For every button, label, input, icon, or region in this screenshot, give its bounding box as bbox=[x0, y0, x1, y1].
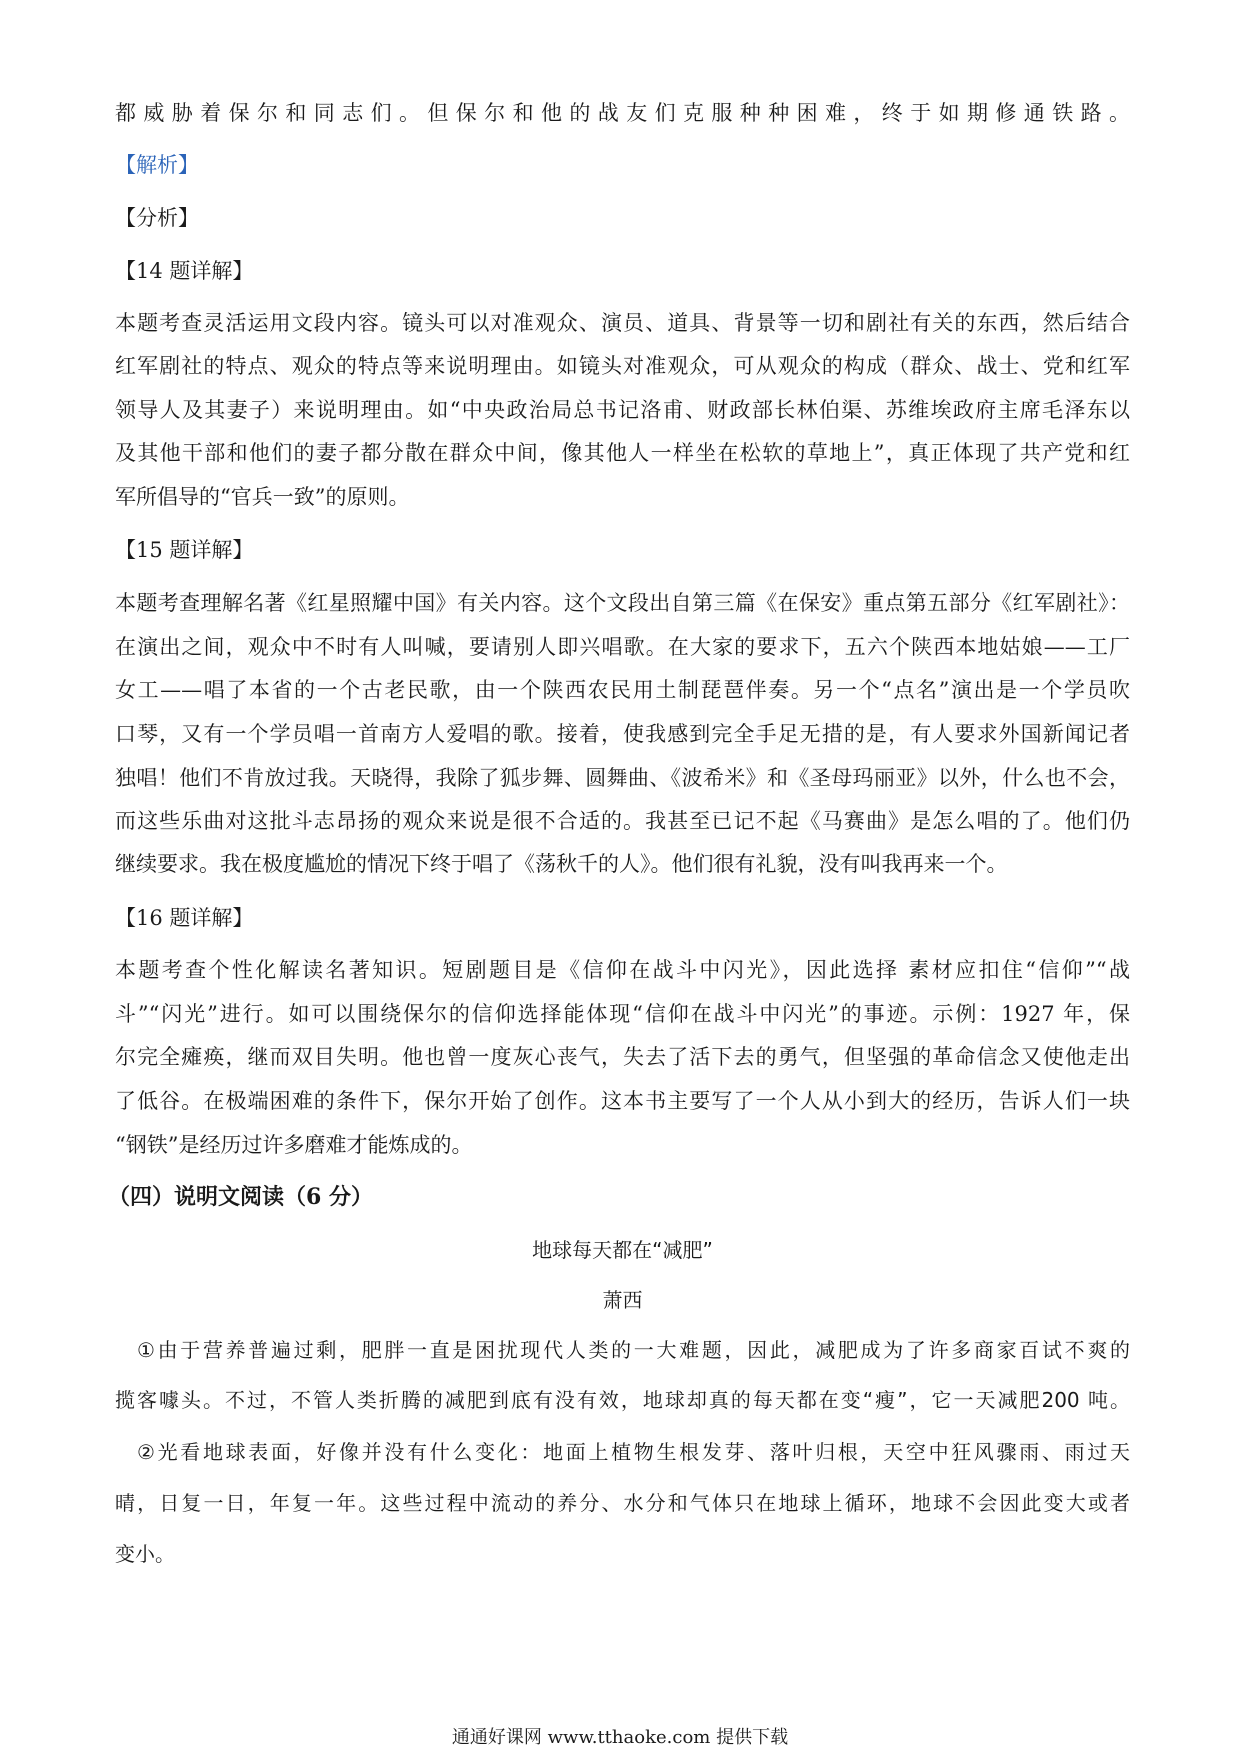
q16-line: 本题考查个性化解读名著知识。短剧题目是《信仰在战斗中闪光》，因此选择 素材应扣住“信仰”“战 bbox=[115, 958, 1130, 982]
q15-line: 独唱！他们不肯放过我。天晓得，我除了狐步舞、圆舞曲、《波希米》和《圣母玛丽亚》以外，什么也不会， bbox=[115, 766, 1130, 790]
q14-line: 军所倡导的“官兵一致”的原则。 bbox=[115, 485, 410, 509]
q14-line: 红军剧社的特点、观众的特点等来说明理由。如镜头对准观众，可从观众的构成（群众、战士、党和红军 bbox=[115, 354, 1130, 378]
q15-heading: 【15 题详解】 bbox=[115, 538, 254, 562]
article-title: 地球每天都在“减肥” bbox=[532, 1238, 713, 1262]
q16-line: 了低谷。在极端困难的条件下，保尔开始了创作。这本书主要写了一个人从小到大的经历，告诉人们一块 bbox=[115, 1089, 1130, 1113]
q15-line: 而这些乐曲对这批斗志昂扬的观众来说是很不合适的。我甚至已记不起《马赛曲》是怎么唱的了。他们仍 bbox=[115, 809, 1130, 833]
article-paragraph-2: 变小。 bbox=[115, 1542, 175, 1566]
q15-line: 女工——唱了本省的一个古老民歌，由一个陕西农民用土制琵琶伴奏。另一个“点名”演出是一个学员吹 bbox=[115, 678, 1130, 702]
continuation-line: 都威胁着保尔和同志们。但保尔和他的战友们克服种种困难，终于如期修通铁路。 bbox=[115, 101, 1130, 125]
q16-line: “钢铁”是经历过许多磨难才能炼成的。 bbox=[115, 1133, 473, 1157]
q15-line: 在演出之间，观众中不时有人叫喊，要请别人即兴唱歌。在大家的要求下，五六个陕西本地姑娘——工厂 bbox=[115, 635, 1130, 659]
q14-heading: 【14 题详解】 bbox=[115, 259, 254, 283]
q15-line: 口琴，又有一个学员唱一首南方人爱唱的歌。接着，使我感到完全手足无措的是，有人要求外国新闻记者 bbox=[115, 722, 1130, 746]
section4-heading: （四）说明文阅读（6 分） bbox=[108, 1184, 373, 1210]
article-author: 萧西 bbox=[602, 1288, 643, 1312]
q14-line: 本题考查灵活运用文段内容。镜头可以对准观众、演员、道具、背景等一切和剧社有关的东西，然后结合 bbox=[115, 311, 1130, 335]
article-paragraph-2: ②光看地球表面，好像并没有什么变化：地面上植物生根发芽、落叶归根，天空中狂风骤雨、雨过天 bbox=[137, 1440, 1130, 1464]
article-paragraph-1: ①由于营养普遍过剩，肥胖一直是困扰现代人类的一大难题，因此，减肥成为了许多商家百试不爽的 bbox=[137, 1338, 1130, 1362]
q14-line: 领导人及其妻子）来说明理由。如“中央政治局总书记洛甫、财政部长林伯渠、苏维埃政府主席毛泽东以 bbox=[115, 398, 1130, 422]
article-paragraph-1: 揽客噱头。不过，不管人类折腾的减肥到底有没有效，地球却真的每天都在变“瘦”，它一天减肥200 吨。 bbox=[115, 1388, 1130, 1412]
q16-line: 斗”“闪光”进行。如可以围绕保尔的信仰选择能体现“信仰在战斗中闪光”的事迹。示例：1927 年，保 bbox=[115, 1002, 1130, 1026]
q15-line: 继续要求。我在极度尴尬的情况下终于唱了《荡秋千的人》。他们很有礼貌，没有叫我再来一个。 bbox=[115, 852, 1008, 876]
q16-heading: 【16 题详解】 bbox=[115, 906, 254, 930]
page-footer: 通通好课网 www.tthaoke.com 提供下载 bbox=[451, 1727, 789, 1748]
q14-line: 及其他干部和他们的妻子都分散在群众中间，像其他人一样坐在松软的草地上”，真正体现了共产党和红 bbox=[115, 441, 1130, 465]
q15-line: 本题考查理解名著《红星照耀中国》有关内容。这个文段出自第三篇《在保安》重点第五部分《红军剧社》： bbox=[115, 591, 1130, 615]
q16-line: 尔完全瘫痪，继而双目失明。他也曾一度灰心丧气，失去了活下去的勇气，但坚强的革命信念又使他走出 bbox=[115, 1045, 1130, 1069]
jiexi-label: 【解析】 bbox=[115, 153, 199, 177]
article-paragraph-2: 晴，日复一日，年复一年。这些过程中流动的养分、水分和气体只在地球上循环，地球不会因此变大或者 bbox=[115, 1491, 1130, 1515]
fenxi-label: 【分析】 bbox=[115, 206, 199, 230]
